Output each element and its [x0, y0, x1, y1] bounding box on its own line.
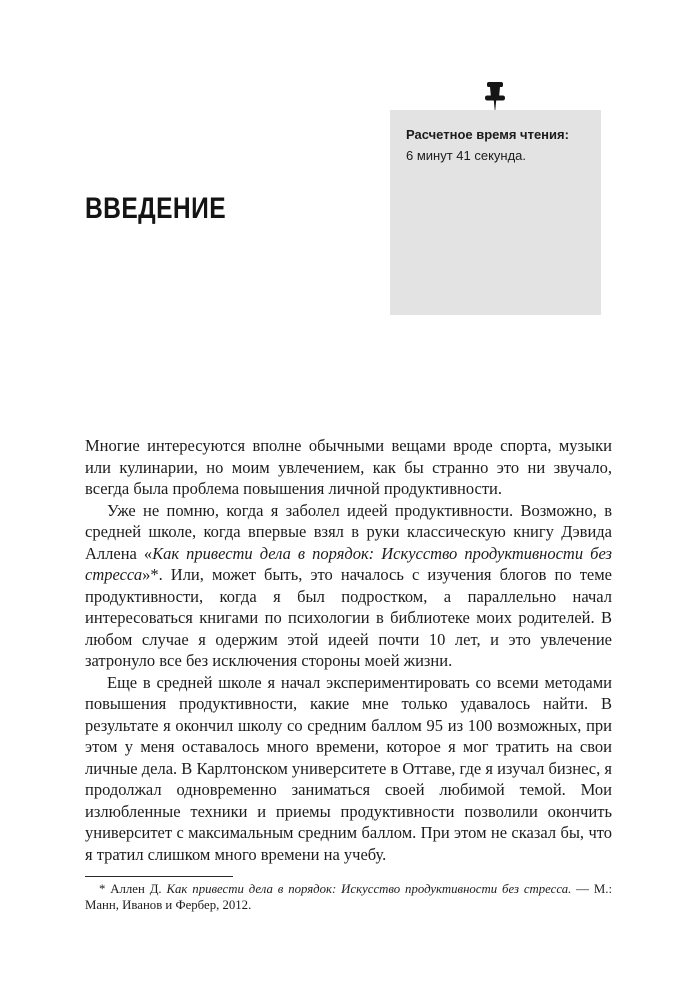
reading-time-value: 6 минут 41 секунда.: [406, 148, 527, 164]
reading-time-box: [390, 110, 601, 315]
chapter-heading: ВВЕДЕНИЕ: [85, 192, 227, 225]
book-title: Как привести дела в порядок: Искусство продуктивности без стресса: [85, 543, 612, 584]
footnote-book-title: Как привести дела в порядок: Искусство продуктивности без стресса.: [166, 882, 572, 896]
paragraph-2-post: »*. Или, может быть, это началось с изучения блогов по теме продуктивности, когда я был подростком, а параллельно начал интересоваться книгами по психологии в библиотеке моих родителей. В любом случае я одержим этой идеей почти 10 лет, и это увлечение затронуло все без исключения стороны моей жизни.: [85, 565, 612, 670]
reading-time-label: Расчетное время чтения:: [406, 127, 569, 142]
body-text: [85, 435, 612, 913]
paragraph-1: Многие интересуются вполне обычными вещами вроде спорта, музыки или кулинарии, но моим увлечением, как бы странно это ни звучало, всегда была проблема повышения личной продуктивности.: [85, 436, 612, 498]
footnote-post: — М.: Манн, Иванов и Фербер, 2012.: [85, 882, 612, 912]
footnote-divider: [85, 876, 233, 877]
paragraph-2-pre: Уже не помню, когда я заболел идеей продуктивности. Возможно, в средней школе, когда впервые взял в руки классическую книгу Дэвида Аллена «: [85, 500, 612, 563]
paragraph-3: Еще в средней школе я начал экспериментировать со всеми методами повышения продуктивности, какие мне только удавалось найти. В результате я окончил школу со средним баллом 95 из 100 возможных, при этом у меня оставалось много времени, которое я мог тратить на свои личные дела. В Карлтонском университете в Оттаве, где я изучал бизнес, я продолжал одновременно заниматься своей любимой темой. Мои излюбленные техники и приемы продуктивности позволили окончить университет с максимальным средним баллом. При этом не сказал бы, что я тратил слишком много времени на учебу.: [85, 672, 612, 864]
footnote-pre: * Аллен Д.: [99, 882, 167, 896]
paragraph-2: [85, 500, 612, 672]
footnote: [85, 882, 612, 913]
